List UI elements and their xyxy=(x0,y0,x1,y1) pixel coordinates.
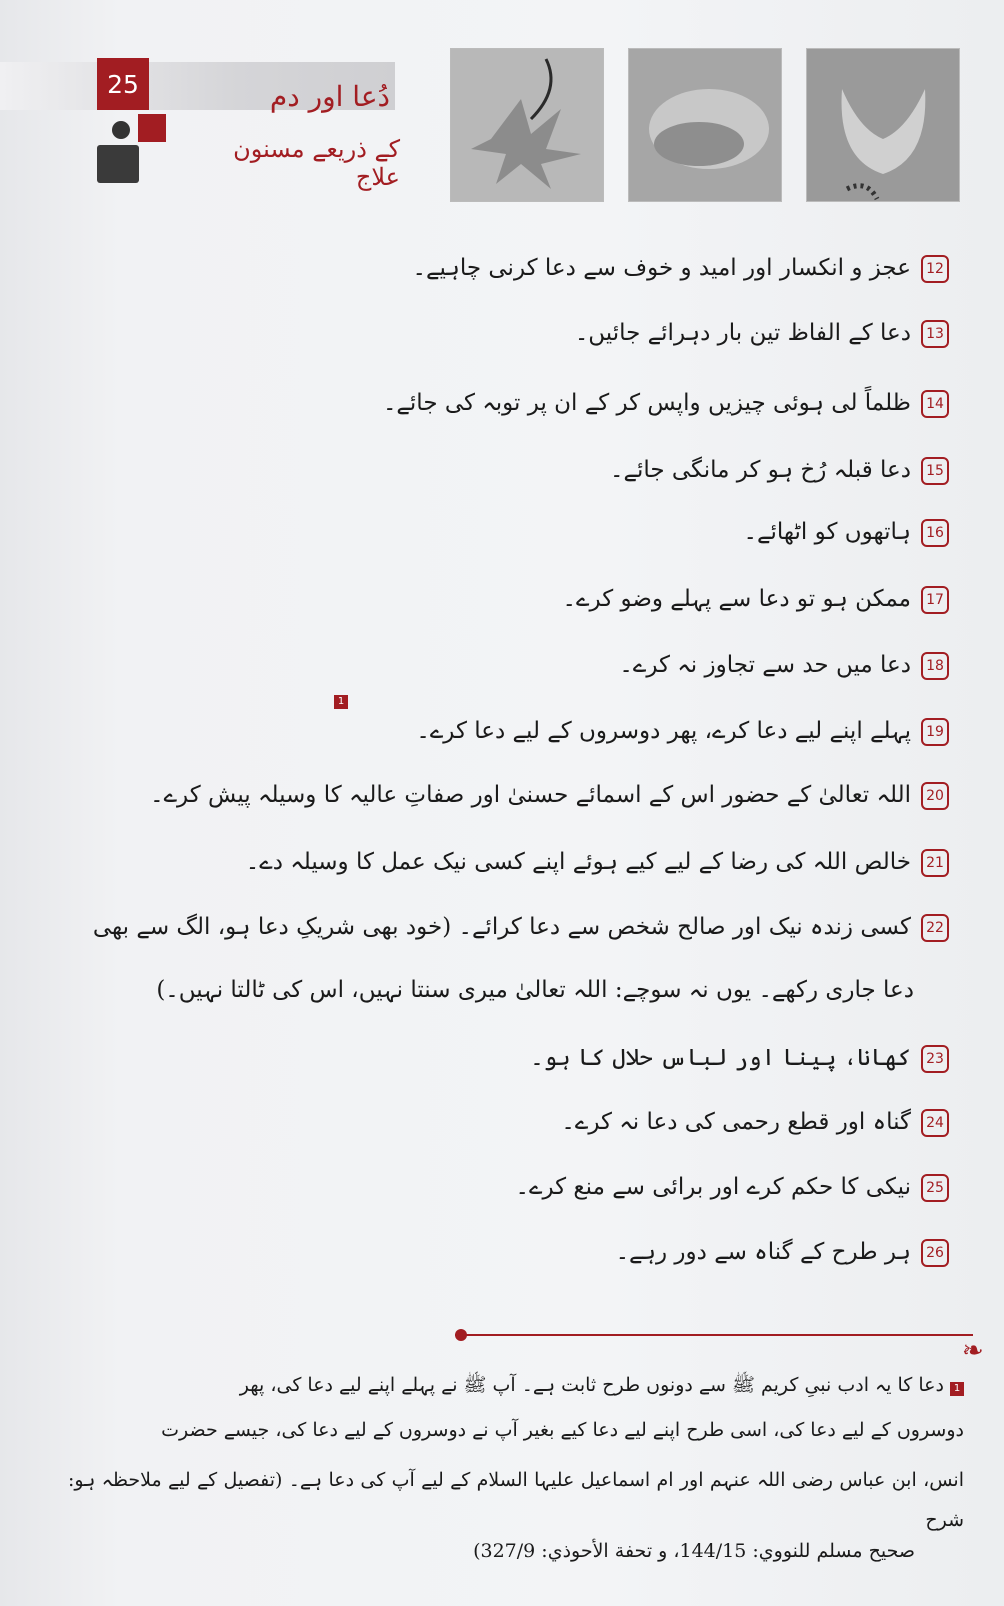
decor-square xyxy=(138,114,166,142)
footnote-divider xyxy=(455,1334,973,1336)
item-text: نیکی کا حکم کرے اور برائی سے منع کرے۔ xyxy=(515,1174,911,1200)
list-item xyxy=(412,253,949,283)
footnote-line: دوسروں کے لیے دعا کی، اسی طرح اپنے لیے دعا کیے بغیر آپ نے دوسروں کے لیے دعا کی، جیسے حضرت xyxy=(161,1419,964,1441)
list-item-continuation: دعا جاری رکھے۔ یوں نہ سوچے: اللہ تعالیٰ میری سنتا نہیں، اس کی ٹالتا نہیں۔) xyxy=(156,977,914,1003)
item-number: 13 xyxy=(921,320,949,348)
item-number: 25 xyxy=(921,1174,949,1202)
item-text: ظلماً لی ہوئی چیزیں واپس کر کے ان پر توبہ کی جائے۔ xyxy=(382,390,911,416)
footnote-citation: صحيح مسلم للنووي: 144/15، و تحفة الأحوذي: 327/9) xyxy=(473,1540,915,1562)
item-text: کسی زندہ نیک اور صالح شخص سے دعا کرائے۔ (خود بھی شریکِ دعا ہو، الگ سے بھی xyxy=(92,914,911,940)
item-text: کھانا، پینا اور لباس حلال کا ہو۔ xyxy=(530,1045,911,1071)
page-number: 25 xyxy=(97,58,149,110)
swirl-ornament-icon: ❧ xyxy=(962,1336,984,1366)
item-text: گناہ اور قطع رحمی کی دعا نہ کرے۔ xyxy=(561,1109,911,1135)
praying-hands-photo xyxy=(806,48,960,202)
item-number: 16 xyxy=(921,519,949,547)
list-item xyxy=(515,1172,949,1202)
list-item xyxy=(610,455,949,485)
item-text: ہاتھوں کو اٹھائے۔ xyxy=(743,519,911,545)
list-item xyxy=(575,318,949,348)
item-text: دعا کے الفاظ تین بار دہرائے جائیں۔ xyxy=(574,320,911,346)
item-number: 14 xyxy=(921,390,949,418)
list-item xyxy=(530,1043,949,1073)
item-number: 21 xyxy=(921,849,949,877)
hands-photo xyxy=(628,48,782,202)
list-item xyxy=(383,388,949,418)
item-number: 19 xyxy=(921,718,949,746)
footnote-marker: 1 xyxy=(950,1382,964,1396)
book-subtitle: کے ذریعے مسنون علاج xyxy=(233,135,400,191)
book-title: دُعا اور دم xyxy=(269,80,390,113)
item-number: 24 xyxy=(921,1109,949,1137)
item-text: پہلے اپنے لیے دعا کرے، پھر دوسروں کے لیے دعا کرے۔ xyxy=(416,718,911,744)
item-number: 12 xyxy=(921,255,949,283)
item-number: 20 xyxy=(921,782,949,810)
item-number: 26 xyxy=(921,1239,949,1267)
item-number: 15 xyxy=(921,457,949,485)
item-text: خالص اللہ کی رضا کے لیے کیے ہوئے اپنے کسی نیک عمل کا وسیلہ دے۔ xyxy=(245,849,911,875)
item-text: دعا میں حد سے تجاوز نہ کرے۔ xyxy=(619,652,911,678)
item-text: دعا قبلہ رُخ ہو کر مانگی جائے۔ xyxy=(610,457,911,483)
list-item xyxy=(744,517,949,547)
leaves-photo xyxy=(450,48,604,202)
item-text: عجز و انکسار اور امید و خوف سے دعا کرنی چاہیے۔ xyxy=(412,255,911,281)
item-number: 18 xyxy=(921,652,949,680)
list-item xyxy=(416,716,949,746)
footnote-line: انس، ابن عباس رضی اللہ عنہم اور ام اسماعیل علیہا السلام کے لیے آپ کی دعا ہے۔ (تفصیل کے لیے ملاحظہ ہو: شرح xyxy=(68,1469,964,1531)
decor-square-dark xyxy=(97,145,139,183)
item-text: ہر طرح کے گناہ سے دور رہے۔ xyxy=(615,1239,911,1265)
item-number: 23 xyxy=(921,1045,949,1073)
list-item xyxy=(150,780,949,810)
item-text: اللہ تعالیٰ کے حضور اس کے اسمائے حسنیٰ اور صفاتِ عالیہ کا وسیلہ پیش کرے۔ xyxy=(150,782,911,808)
footnote-text: دعا کا یہ ادب نبیِ کریم ﷺ سے دونوں طرح ثابت ہے۔ آپ ﷺ نے پہلے اپنے لیے دعا کی، پھر xyxy=(239,1374,944,1396)
item-number: 17 xyxy=(921,586,949,614)
decor-dot xyxy=(112,121,130,139)
item-number: 22 xyxy=(921,914,949,942)
list-item xyxy=(619,650,949,680)
footnote-line xyxy=(68,1365,964,1405)
divider-dot xyxy=(455,1329,467,1341)
list-item xyxy=(246,847,949,877)
item-text: ممکن ہو تو دعا سے پہلے وضو کرے۔ xyxy=(562,586,911,612)
list-item xyxy=(93,912,949,942)
footnote-ref-marker[interactable]: 1 xyxy=(334,695,348,709)
list-item xyxy=(616,1237,949,1267)
list-item xyxy=(561,1107,949,1137)
list-item xyxy=(563,584,949,614)
